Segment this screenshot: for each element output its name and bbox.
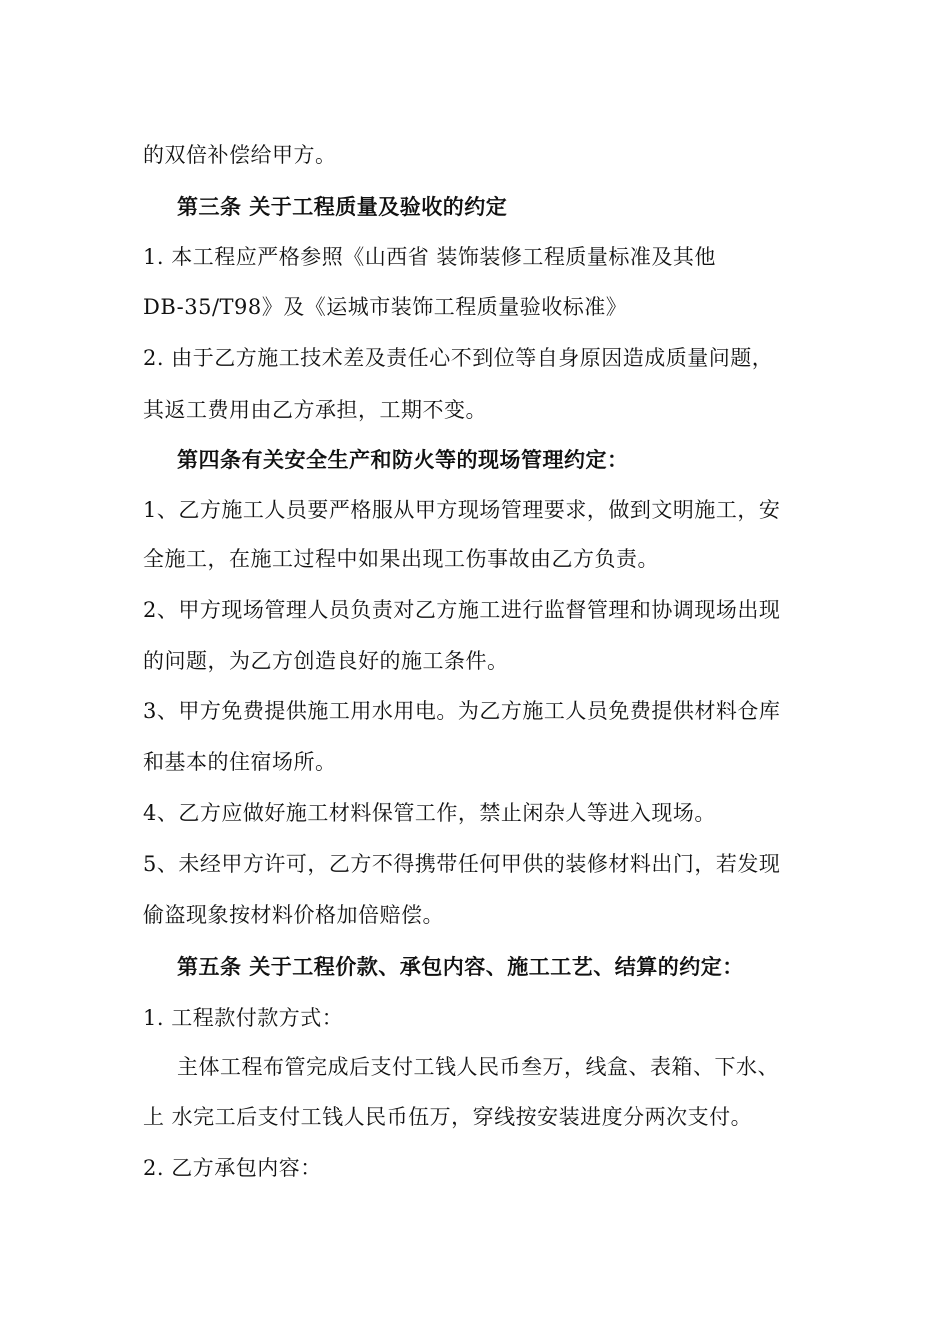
section-heading-4: 第四条有关安全生产和防火等的现场管理约定： [177, 447, 629, 472]
paragraph-line: 和基本的住宿场所。 [143, 750, 337, 774]
section-heading-3: 第三条 关于工程质量及验收的约定 [177, 194, 508, 219]
paragraph-line: 3、甲方免费提供施工用水用电。为乙方施工人员免费提供材料仓库 [143, 699, 781, 723]
paragraph-line: DB-35/T98》及《运城市装饰工程质量验收标准》 [143, 295, 628, 319]
paragraph-line: 上 水完工后支付工钱人民币伍万，穿线按安装进度分两次支付。 [143, 1105, 753, 1129]
paragraph-line: 4、乙方应做好施工材料保管工作，禁止闲杂人等进入现场。 [143, 801, 716, 825]
paragraph-line: 偷盗现象按材料价格加倍赔偿。 [143, 903, 444, 927]
paragraph-line: 主体工程布管完成后支付工钱人民币叁万，线盒、表箱、下水、 [177, 1055, 779, 1079]
paragraph-line: 1. 本工程应严格参照《山西省 装饰装修工程质量标准及其他 [143, 245, 716, 269]
paragraph-line: 1. 工程款付款方式： [143, 1006, 344, 1030]
paragraph-line: 5、未经甲方许可，乙方不得携带任何甲供的装修材料出门，若发现 [143, 852, 781, 876]
paragraph-line: 的双倍补偿给甲方。 [143, 143, 337, 167]
section-heading-5: 第五条 关于工程价款、承包内容、施工工艺、结算的约定： [177, 954, 744, 979]
paragraph-line: 2. 乙方承包内容： [143, 1156, 322, 1180]
paragraph-line: 2、甲方现场管理人员负责对乙方施工进行监督管理和协调现场出现 [143, 598, 781, 622]
paragraph-line: 2. 由于乙方施工技术差及责任心不到位等自身原因造成质量问题， [143, 346, 774, 370]
paragraph-line: 的问题，为乙方创造良好的施工条件。 [143, 649, 509, 673]
paragraph-line: 1、乙方施工人员要严格服从甲方现场管理要求，做到文明施工，安 [143, 498, 781, 522]
paragraph-line: 其返工费用由乙方承担，工期不变。 [143, 398, 487, 422]
paragraph-line: 全施工，在施工过程中如果出现工伤事故由乙方负责。 [143, 547, 659, 571]
